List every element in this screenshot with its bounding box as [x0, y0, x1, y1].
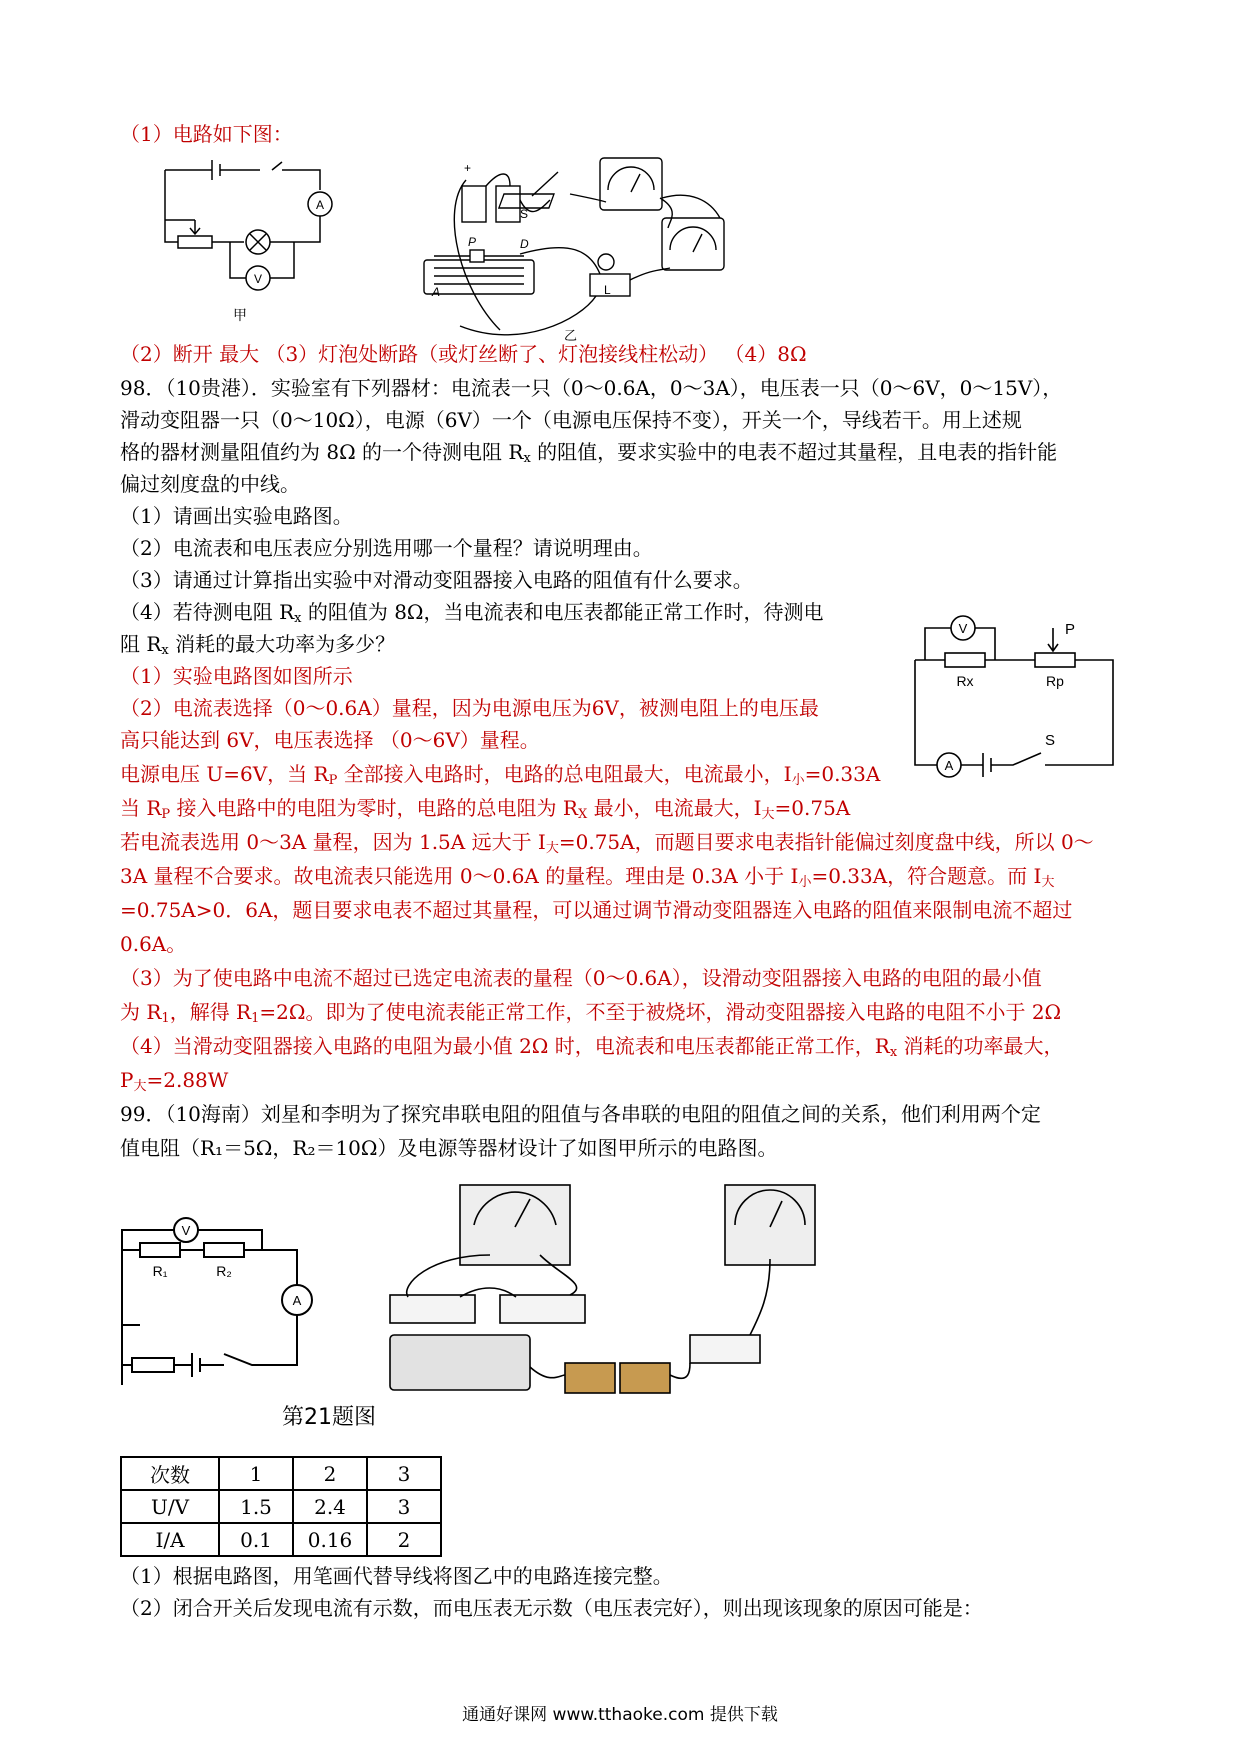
figure-label-yi: 乙	[564, 328, 578, 343]
table-row: U/V 1.5 2.4 3	[121, 1490, 441, 1523]
q99-apparatus-diagram-yi	[390, 1185, 810, 1405]
q99-r1-label: R₁	[152, 1263, 168, 1279]
q98-rx-label: Rx	[956, 673, 974, 689]
q98-line-2: 滑动变阻器一只（0～10Ω），电源（6V）一个（电源电压保持不变），开关一个，导线若干。用上述规	[120, 408, 1022, 432]
q99-voltmeter-label: V	[181, 1223, 191, 1238]
q98-answer-2b: 高只能达到 6V，电压表选择 （0～6V）量程。	[120, 728, 540, 752]
answers-2-4: （2）断开 最大 （3）灯泡处断路（或灯丝断了、灯泡接线柱松动） （4）8Ω	[120, 342, 807, 366]
q98-line-1: 98．（10贵港）．实验室有下列器材：电流表一只（0～0.6A，0～3A），电压表一只（0～6V，0～15V），	[120, 376, 1063, 400]
q98-question-4-cont: 阻 $R_x$ 消耗的最大功率为多少？	[120, 632, 396, 658]
q98-line-4: 偏过刻度盘的中线。	[120, 472, 300, 496]
q98-answer-8: 0.6A。	[120, 932, 187, 956]
q98-rp-label: Rp	[1046, 673, 1064, 689]
switch-label: S	[520, 207, 529, 221]
q98-answer-5: 若电流表选用 0～3A 量程，因为 1.5A 远大于 $I_大=0.75A$，而题目要求电表指针能偏过刻度盘中线，所以 0～	[120, 830, 1094, 856]
q99-question-1: （1）根据电路图，用笔画代替导线将图乙中的电路连接完整。	[120, 1564, 673, 1588]
q98-answer-11: （4）当滑动变阻器接入电路的电阻为最小值 2Ω 时，电流表和电压表都能正常工作，$R_x$ 消耗的功率最大，	[120, 1034, 1064, 1060]
q98-answer-3: 电源电压 U=6V，当 $R_P$ 全部接入电路时，电路的总电阻最大，电流最小，$I_小=0.33A$	[120, 762, 881, 788]
q98-answer-6: 3A 量程不合要求。故电流表只能选用 0～0.6A 的量程。理由是 0.3A 小于 $I_小=0.33A$，符合题意。而 $I_大$	[120, 864, 1055, 890]
q99-figure-caption: 第21题图	[282, 1405, 376, 1430]
q98-answer-12: $P_大=2.88W$	[120, 1068, 229, 1094]
lamp-label: L	[604, 283, 611, 297]
voltmeter-label: V	[253, 272, 263, 286]
q99-circuit-diagram-jia	[112, 1180, 352, 1380]
terminal-a-label: A	[432, 285, 441, 299]
q98-question-3: （3）请通过计算指出实验中对滑动变阻器接入电路的阻值有什么要求。	[120, 568, 753, 592]
q98-slider-label: P	[1065, 621, 1076, 638]
q98-answer-2a: （2）电流表选择（0～0.6A）量程，因为电源电压为6V，被测电阻上的电压最	[120, 696, 819, 720]
figure-label-jia: 甲	[233, 307, 247, 323]
apparatus-diagram-yi	[420, 150, 820, 360]
q99-line-1: 99．（10海南）刘星和李明为了探究串联电阻的阻值与各串联的电阻的阻值之间的关系，他们利用两个定	[120, 1102, 1041, 1126]
q98-question-2: （2）电流表和电压表应分别选用哪一个量程？请说明理由。	[120, 536, 653, 560]
ammeter-label: A	[315, 198, 325, 212]
q99-data-table	[120, 1456, 442, 1557]
q98-answer-10: 为 $R_1$，解得 $R_1=2\Omega$。即为了使电流表能正常工作，不至于被烧坏，滑动变阻器接入电路的电阻不小于 2Ω	[120, 1000, 1062, 1026]
terminal-d-label: D	[520, 237, 529, 251]
q98-voltmeter-label: V	[958, 621, 968, 636]
q98-question-4: （4）若待测电阻 $R_x$ 的阻值为 8Ω，当电流表和电压表都能正常工作时，待测电	[120, 600, 824, 626]
answer-line-1: （1）电路如下图：	[120, 122, 293, 146]
q98-circuit-diagram	[895, 610, 1125, 790]
page-footer: 通通好课网 www.tthaoke.com 提供下载	[462, 1705, 778, 1725]
q98-answer-4: 当 $R_P$ 接入电路中的电阻为零时，电路的总电阻为 $R_X$ 最小，电流最大，$I_大=0.75A$	[120, 796, 851, 822]
q98-question-1: （1）请画出实验电路图。	[120, 504, 353, 528]
q98-answer-9: （3）为了使电路中电流不超过已选定电流表的量程（0～0.6A），设滑动变阻器接入电路的电阻的最小值	[120, 966, 1042, 990]
battery-plus: +	[464, 161, 472, 175]
table-row: 次数 1 2 3	[121, 1457, 441, 1490]
q99-ammeter-label: A	[292, 1293, 302, 1308]
q98-ammeter-label: A	[944, 758, 954, 773]
circuit-diagram-jia	[160, 160, 340, 330]
q99-r2-label: R₂	[216, 1263, 232, 1279]
q99-line-2: 值电阻（R₁＝5Ω，R₂＝10Ω）及电源等器材设计了如图甲所示的电路图。	[120, 1136, 778, 1160]
table-row: I/A 0.1 0.16 2	[121, 1523, 441, 1556]
q98-line-3: 格的器材测量阻值约为 8Ω 的一个待测电阻 $R_x$ 的阻值，要求实验中的电表不超过其量程，且电表的指针能	[120, 440, 1058, 466]
slider-label: P	[468, 235, 477, 249]
q98-answer-7: =0.75A>0．6A，题目要求电表不超过其量程，可以通过调节滑动变阻器连入电路的阻值来限制电流不超过	[120, 898, 1073, 922]
q98-answer-1: （1）实验电路图如图所示	[120, 664, 353, 688]
q99-question-2: （2）闭合开关后发现电流有示数，而电压表无示数（电压表完好），则出现该现象的原因可能是：	[120, 1596, 983, 1620]
q98-switch-label: S	[1045, 732, 1056, 749]
